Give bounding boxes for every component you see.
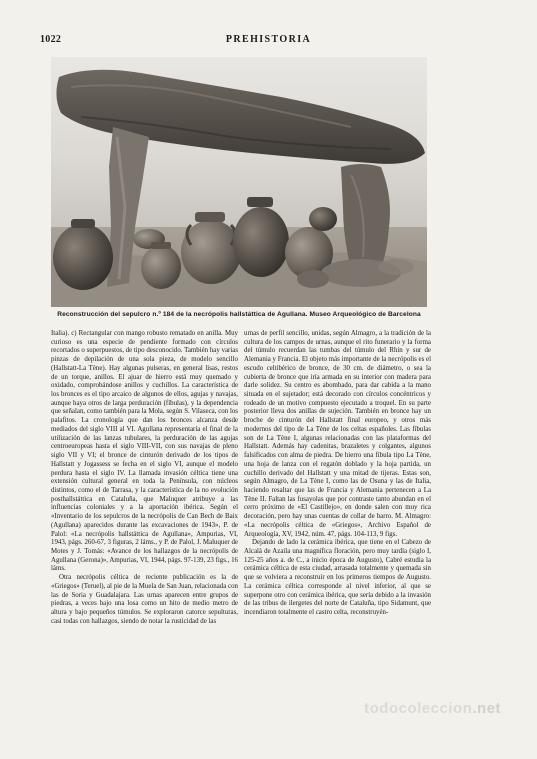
page-header <box>40 34 497 48</box>
dolmen-photo-illustration <box>51 57 427 307</box>
paragraph: Otra necrópolis céltica de reciente publicación es la de «Griegos» (Teruel), al pie de la Muela de San Juan, relacionada con las de Soria y Guadalajara. Las urnas aparecen entre grupos de piedras, a veces bajo una losa como un hito de medio metro de altura y bajo pequeños túmulos. Se exploraron catorce sepulturas, casi todas con hallazgos, siendo de notar la rusticidad de las <box>51 574 238 625</box>
dolmen-photograph <box>51 57 427 307</box>
text-column-left <box>51 330 238 626</box>
watermark-suffix: .net <box>472 700 501 717</box>
watermark <box>364 700 501 717</box>
running-title: PREHISTORIA <box>225 34 312 45</box>
page-number: 1022 <box>40 34 62 45</box>
figure-caption: Reconstrucción del sepulcro n.º 184 de la necrópolis hallstáttica de Agullana. Museo Arqueológico de Barcelona <box>57 311 421 318</box>
paragraph: Italia). c) Rectangular con mango robusto rematado en anilla. Muy curioso es una especie de pendiente formado con círculos recortados o superpuestos, de tipo desconocido. También hay varias pinzas de depilación de una sola pieza, de modelo sencillo (Hallstatt-La Tène). Hay algunas pulseras, en general lisas, restos de un torque, anillos. El ajuar de hierro está muy quemado y oxidado, comprobándose anillos y cuchillos. La característica de los bronces es el tipo arcaico de algunos de ellos, agujas y navajas, aunque haya otros de larga perduración (fíbulas), y la dependencia que señalan, como también para la Mola, según S. Vilaseca, con los palafitos. La cronología que dan los bronces alcanza desde mediados del siglo VIII al VI. Agullana representaría el final de la utilización de las lanzas tubulares, la perduración de las agujas centroeuropeas hasta el siglo VIII-VII, con sus navajas de pleno siglo VII y VI; el bronce de cinturón derivado de los tipos de Hallstatt y Jogassess se fecha en el siglo VI, aunque el modelo perdura hasta el siglo IV. La llamada invasión céltica tiene una extensión cultural general en toda la Península, con núcleos distintos, como el de Tarrasa, y la característica de la no evolución posthallstáttica en Cataluña, que Maluquer atribuye a las influencias coloniales y a la aportación ibérica. Según el «Inventario de los sepulcros de la necrópolis de Can Bech de Baix (Agullana) aparecidos durante las excavaciones de 1943», P. de Palol: «La necrópolis hallstáttica de Agullana», Ampurias, VI, 1943, págs. 260-67, 3 figuras, 2 láms., y P. de Palol, J. Maluquer de Motes y J. Tomás: «Avance de los hallazgos de la necrópolis de Agullana (Gerona)», Ampurias, VI, 1944, págs. 97-139, 23 figs., 16 láms. <box>51 330 238 573</box>
watermark-text: todocoleccion <box>364 700 473 717</box>
paragraph: urnas de perfil sencillo, unidas, según Almagro, a la tradición de la cultura de los campos de urnas, aunque el rito funerario y la forma del túmulo recuerdan las tumbas del túmulo del Rhin y sur de Alemania y Francia. El objeto más importante de la necrópolis es el escudo celtibérico de bronce, de 30 cm. de diámetro, o sea la cubierta de bronce que iría armada en su interior con madera para darle solidez. Su centro es abombado, para dar cabida a la mano situada en el sujetador; está decorado con círculos concéntricos y rodeado de un motivo compuesto ejecutado a troquel. En su parte posterior lleva dos anillas de sujeción. También en bronce hay un broche de cinturón del Hallstatt final europeo, y otros más modernos del tipo de La Tène de los celtas españoles. Las fíbulas son de La Tène I, algunas relacionadas con las plataformas del Hallstatt. Además hay cadenitas, brazaletes y colgantes, algunos falsificados con alma de piedra. De hierro una fíbula tipo La Tène, una hoja de lanza con el regatón doblado y la hoja partida, un cuchillo derivado del Hallstatt y una mitad de tijeras. Estas son, según Almagro, de La Tène I, como las de Osuna y las de Italia, haciendo resaltar que las de Francia y Alemania pertenecen a La Tène II. Faltan las fusayolas que por contraste tanto abundan en el cerro próximo de «El Castillejo», en donde salen con muy rica decoración, pero hay unas cuentas de collar de barro. M. Almagro: «La necrópolis céltica de «Griegos», Archivo Español de Arqueología, XV, 1942, núm. 47, págs. 104-113, 9 figs. <box>244 330 431 538</box>
text-column-right <box>244 330 431 618</box>
paragraph: Dejando de lado la cerámica ibérica, que tiene en el Cabezo de Alcalá de Azaila una magnífica floración, pero muy tardía (siglo I, 125-25 años a. de C., a inicio época de Augusto), Cabré estudia la cerámica céltica de esta ciudad, arrasada totalmente y quemada sin que se volviera a reconstruir en los primeros tiempos de Augusto. La cerámica céltica corresponde al nivel inferior, al que se superpone otro con cerámica ibérica, que sería debido a la invasión de las tribus de ilergetes del norte de Cataluña, tipo Sidamunt, que incendiaron totalmente el castro celta, reconstruyén- <box>244 539 431 616</box>
